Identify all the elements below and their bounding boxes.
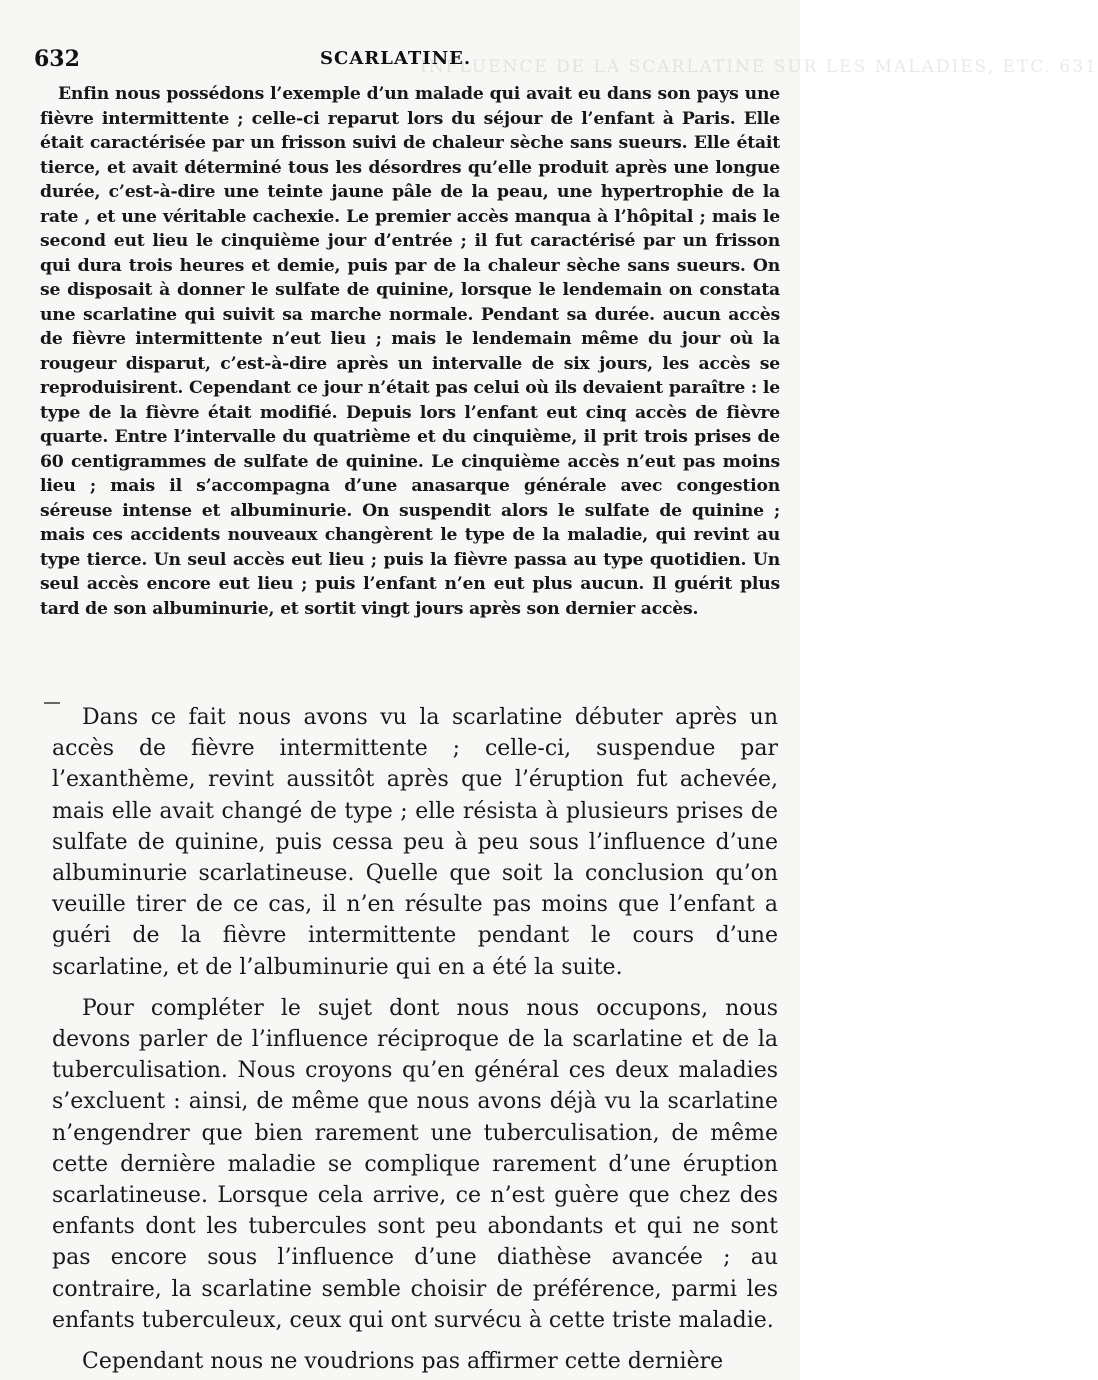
case-report-paragraph: Enfin nous possédons l’exemple d’un malade qui avait eu dans son pays une fièvre intermittente ; celle-ci reparut lors du séjour de l’enfant à Paris. Elle était caractérisée par un frisson suivi de chaleur sèche sans sueurs. Elle était tierce, et avait déterminé tous les désordres qu’elle produit après une longue durée, c’est-à-dire une teinte jaune pâle de la peau, une hypertrophie de la rate , et une véritable cachexie. Le premier accès manqua à l’hôpital ; mais le second eut lieu le cinquième jour d’entrée ; il fut caractérisé par un frisson qui dura trois heures et demie, puis par de la chaleur sèche sans sueurs. On se disposait à donner le sulfate de quinine, lorsque le lendemain on constata une scarlatine qui suivit sa marche normale. Pendant sa durée. aucun accès de fièvre intermittente n’eut lieu ; mais le lendemain même du jour où la rougeur disparut, c’est-à-dire après un intervalle de six jours, les accès se reproduisirent. Cependant ce jour n’était pas celui où ils devaient paraître : le type de la fièvre était modifié. Depuis lors l’enfant eut cinq accès de fièvre quarte. Entre l’intervalle du quatrième et du cinquième, il prit trois prises de 60 centigrammes de sulfate de quinine. Le cinquième accès n’eut pas moins lieu ; mais il s’accompagna d’une anasarque générale avec congestion séreuse intense et albuminurie. On suspendit alors le sulfate de quinine ; mais ces accidents nouveaux changèrent le type de la maladie, qui revint au type tierce. Un seul accès eut lieu ; puis la fièvre passa au type quotidien. Un seul accès encore eut lieu ; puis l’enfant n’en eut plus aucun. Il guérit plus tard de son albuminurie, et sortit vingt jours après son dernier accès. (40, 84, 780, 619)
running-title: SCARLATINE. (320, 48, 472, 69)
page-header (34, 42, 774, 82)
main-paragraph-2: Pour compléter le sujet dont nous nous occupons, nous devons parler de l’influence réciproque de la scarlatine et de la tuberculisation. Nous croyons qu’en général ces deux maladies s’excluent : ainsi, de même que nous avons déjà vu la scarlatine n’engendrer que bien rarement une tuberculisation, de même cette dernière maladie se complique rarement d’une éruption scarlatineuse. Lorsque cela arrive, ce n’est guère que chez des enfants dont les tubercules sont peu abondants et qui ne sont pas encore sous l’influence d’une diathèse avancée ; au contraire, la scarlatine semble choisir de préférence, parmi les enfants tuberculeux, ceux qui ont survécu à cette triste maladie. (52, 995, 778, 1333)
page-number: 632 (34, 46, 80, 72)
main-text (52, 702, 778, 1377)
bleed-through-text: INFLUENCE DE LA SCARLATINE SUR LES MALADIES, ETC. 631 (420, 57, 1098, 77)
main-paragraph-1: Dans ce fait nous avons vu la scarlatine débuter après un accès de fièvre intermittente ; celle-ci, suspendue par l’exanthème, revint aussitôt après que l’éruption fut achevée, mais elle avait changé de type ; elle résista à plusieurs prises de sulfate de quinine, puis cessa peu à peu sous l’influence d’une albuminurie scarlatineuse. Quelle que soit la conclusion qu’on veuille tirer de ce cas, il n’en résulte pas moins que l’enfant a guéri de la fièvre intermittente pendant le cours d’une scarlatine, et de l’albuminurie qui en a été la suite. (52, 705, 778, 980)
main-paragraph-3: Cependant nous ne voudrions pas affirmer cette dernière (82, 1349, 724, 1375)
case-report-text (40, 82, 780, 621)
